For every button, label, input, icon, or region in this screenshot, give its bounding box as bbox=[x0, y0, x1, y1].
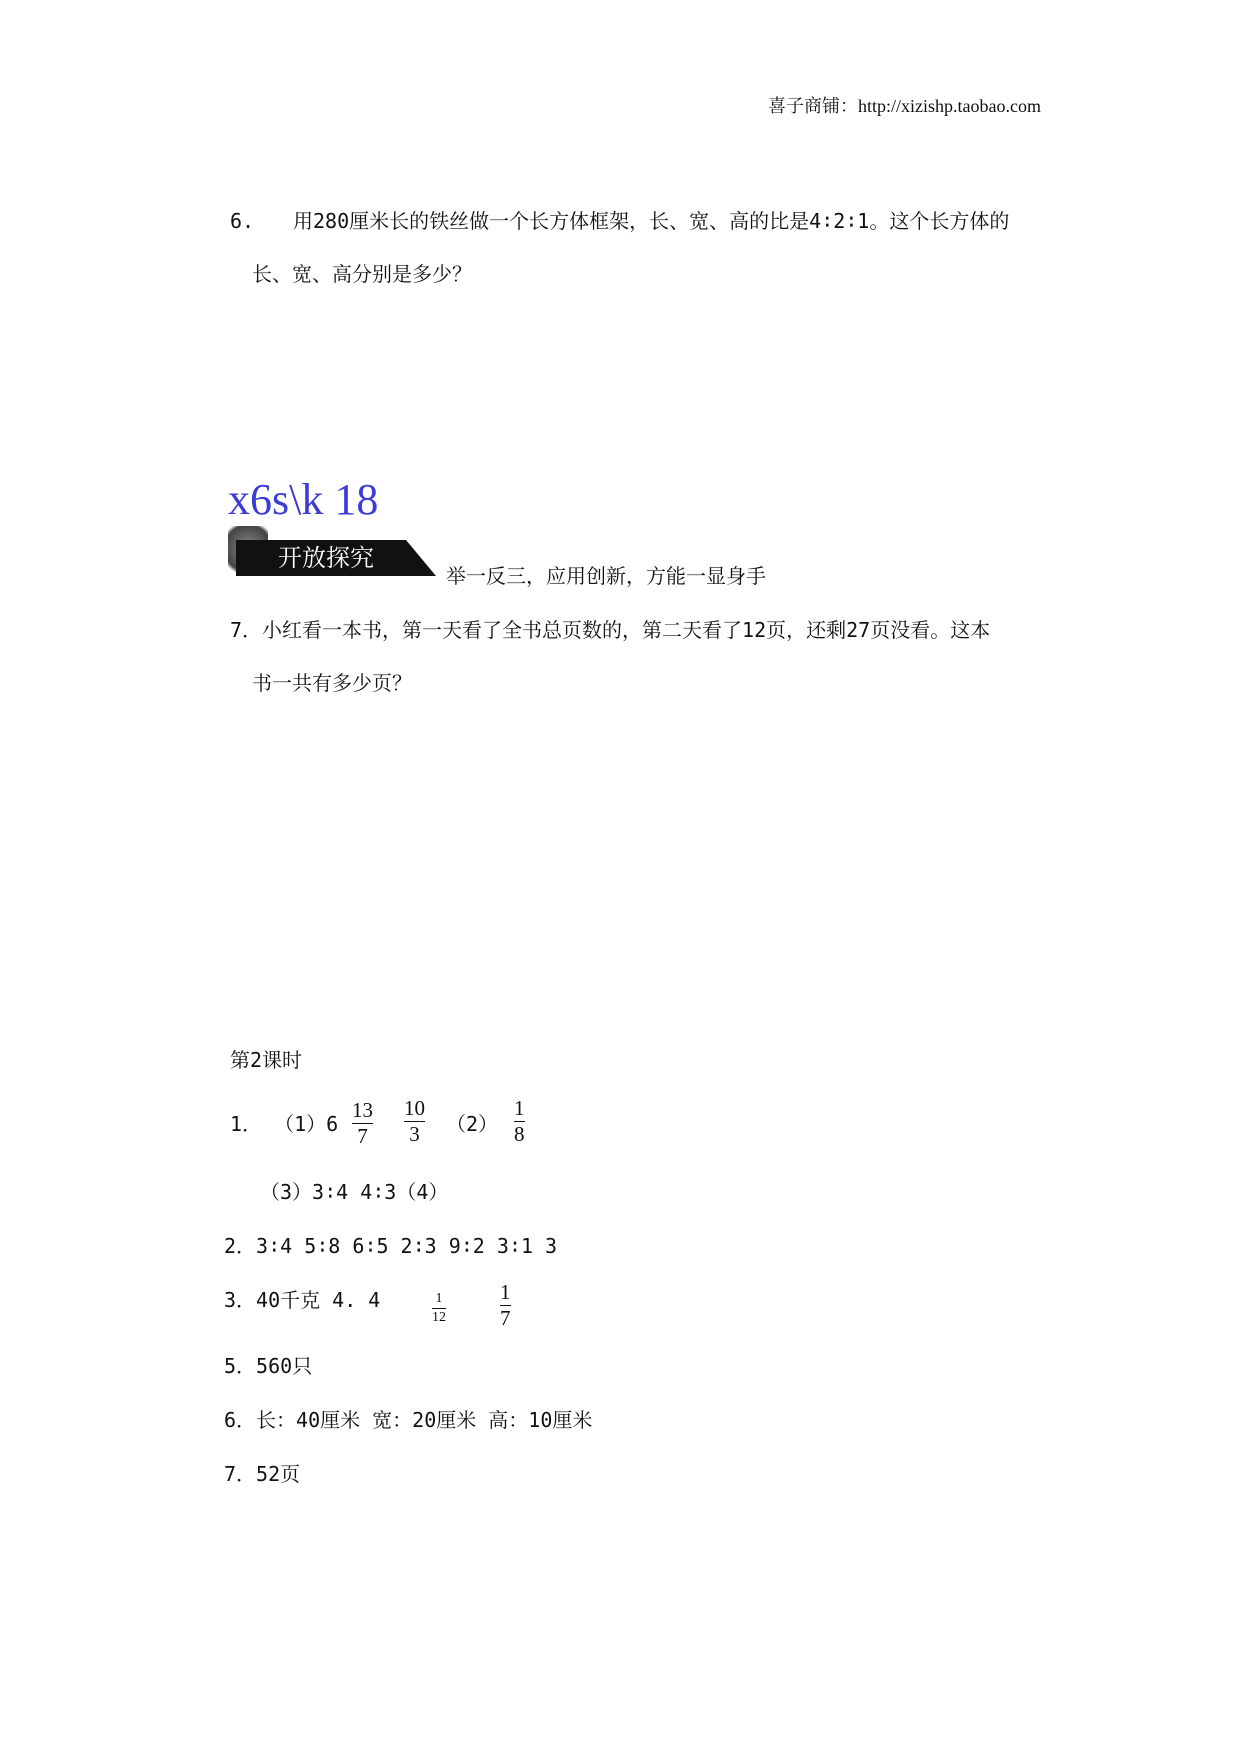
q6-line1: 用280厘米长的铁丝做一个长方体框架，长、宽、高的比是4∶2∶1。这个长方体的 bbox=[293, 209, 1010, 233]
fraction-1-12: 1 12 bbox=[432, 1291, 446, 1325]
answer-1-mid: （2） bbox=[446, 1112, 499, 1136]
answer-7: 7．52页 bbox=[224, 1462, 301, 1486]
fraction-10-3: 10 3 bbox=[404, 1096, 425, 1146]
q7-line1: 7．小红看一本书，第一天看了全书总页数的，第二天看了12页，还剩27页没看。这本 bbox=[230, 618, 991, 642]
watermark: x6s\k 18 bbox=[228, 475, 379, 524]
section-subtitle: 举一反三，应用创新，方能一显身手 bbox=[446, 564, 766, 588]
q7-line2: 书一共有多少页？ bbox=[252, 671, 412, 695]
section-title: 开放探究 bbox=[278, 544, 374, 572]
answer-3-4: 3．40千克 4. 4 bbox=[224, 1288, 381, 1312]
q6-number: 6. bbox=[230, 209, 255, 233]
answer-1-line2: （3）3∶4 4∶3（4） bbox=[260, 1180, 449, 1204]
answer-5: 5．560只 bbox=[224, 1354, 313, 1378]
fraction-1-7: 1 7 bbox=[500, 1280, 511, 1330]
fraction-1-8: 1 8 bbox=[514, 1096, 525, 1146]
answer-1-prefix: 1． （1）6 bbox=[230, 1112, 339, 1136]
answers-title: 第2课时 bbox=[230, 1048, 303, 1072]
answer-2: 2．3∶4 5∶8 6∶5 2∶3 9∶2 3∶1 3 bbox=[224, 1234, 558, 1258]
q6-line2: 长、宽、高分别是多少？ bbox=[252, 262, 472, 286]
page-header: 喜子商铺：http://xizishp.taobao.com bbox=[768, 96, 1041, 116]
answer-6: 6．长：40厘米 宽：20厘米 高：10厘米 bbox=[224, 1408, 593, 1432]
fraction-13-7: 13 7 bbox=[352, 1098, 373, 1148]
